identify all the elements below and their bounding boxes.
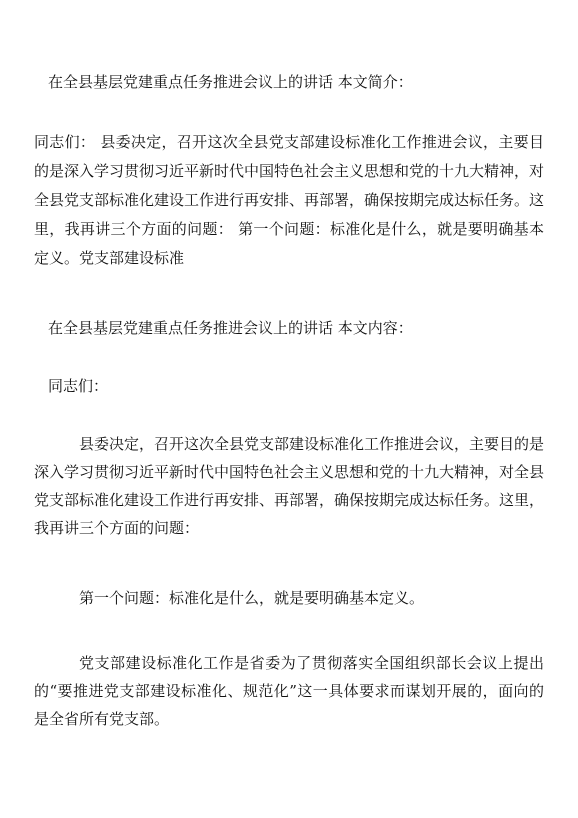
paragraph-3: 党支部建设标准化工作是省委为了贯彻落实全国组织部长会议上提出的“要推进党支部建设标准化、规范化”这一具体要求而谋划开展的，面向的是全省所有党支部。 (34, 654, 544, 728)
intro-body: 同志们： 县委决定，召开这次全县党支部建设标准化工作推进会议，主要目的是深入学习贯彻习近平新时代中国特色社会主义思想和党的十九大精神，对全县党支部标准化建设工作进行再安排、再部署，确保按期完成达标任务。这里，我再讲三个方面的问题： 第一个问题：标准化是什么，就是要明确基本定义。党支部建设标准 (34, 133, 545, 267)
salutation: 同志们： (48, 377, 109, 395)
intro-heading: 在全县基层党建重点任务推进会议上的讲话 本文简介： (48, 73, 413, 91)
paragraph-2: 第一个问题：标准化是什么，就是要明确基本定义。 (79, 589, 425, 607)
paragraph-1: 县委决定，召开这次全县党支部建设标准化工作推进会议，主要目的是深入学习贯彻习近平新时代中国特色社会主义思想和党的十九大精神，对全县党支部标准化建设工作进行再安排、再部署，确保按期完成达标任务。这里，我再讲三个方面的问题： (34, 435, 545, 537)
content-heading: 在全县基层党建重点任务推进会议上的讲话 本文内容： (48, 319, 413, 337)
